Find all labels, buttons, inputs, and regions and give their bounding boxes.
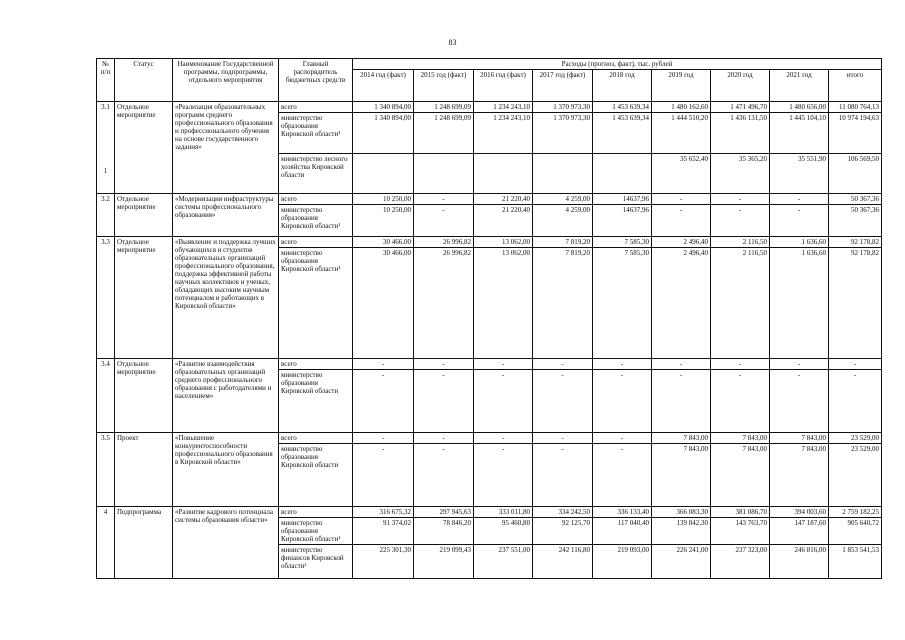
cell-value: 333 011,80 [474, 507, 533, 518]
cell-value: - [770, 359, 829, 370]
cell-value: - [414, 370, 474, 433]
cell-value: 7 843,00 [711, 433, 770, 444]
cell-value: 226 241,00 [652, 545, 711, 579]
cell-value: - [414, 205, 474, 237]
cell-value: 4 259,00 [533, 205, 593, 237]
row-name: «Реализация образовательных программ среднего профессионального образования и профессионального обучения на основе государственного задания» [173, 102, 279, 194]
row-name: «Модернизация инфраструктуры системы профессионального образования» [173, 194, 279, 237]
row-distributor: министерство образования Кировской области [279, 444, 353, 507]
row-status: Проект [115, 433, 173, 507]
cell-total: - [829, 370, 882, 433]
cell-value: 1 480 162,60 [652, 102, 711, 113]
cell-value: 2 496,40 [652, 237, 711, 248]
header-year: 2019 год [652, 70, 711, 102]
cell-value: 1 636,60 [770, 248, 829, 359]
cell-value: 334 242,50 [533, 507, 593, 518]
cell-value: 1 234 243,10 [474, 113, 533, 154]
cell-value: 35 365,20 [711, 154, 770, 194]
row-distributor: министерство образования Кировской области [279, 370, 353, 433]
cell-value: - [474, 433, 533, 444]
cell-value: - [652, 359, 711, 370]
cell-value: 7 843,00 [770, 433, 829, 444]
row-distributor: министерство образования Кировской области¹ [279, 248, 353, 359]
cell-value: 117 040,40 [593, 518, 652, 545]
cell-value: - [353, 359, 414, 370]
cell-value: 1 234 243,10 [474, 102, 533, 113]
cell-value: 143 763,70 [711, 518, 770, 545]
row-num: 4 [97, 507, 115, 579]
cell-value: - [770, 205, 829, 237]
row-distributor: всего [279, 507, 353, 518]
cell-value: - [770, 370, 829, 433]
header-expenses: Расходы (прогноз, факт), тыс. рублей [353, 59, 882, 70]
cell-value: 316 675,32 [353, 507, 414, 518]
cell-value: - [770, 194, 829, 205]
row-distributor: всего [279, 102, 353, 113]
cell-value: 7 843,00 [652, 444, 711, 507]
header-total: итого [829, 70, 882, 102]
cell-value: - [474, 370, 533, 433]
cell-value: 14637,96 [593, 194, 652, 205]
cell-value: - [593, 359, 652, 370]
cell-value [414, 154, 474, 194]
cell-value: 297 945,63 [414, 507, 474, 518]
cell-value: 381 086,70 [711, 507, 770, 518]
table-row [97, 102, 882, 113]
cell-value: 2 116,50 [711, 237, 770, 248]
row-num: 3.4 [97, 359, 115, 433]
cell-total: 2 759 182,25 [829, 507, 882, 518]
cell-value: 10 250,00 [353, 194, 414, 205]
header-name: Наименование Государственной программы, подпрограммы, отдельного мероприятия [173, 59, 279, 102]
expenses-table [96, 58, 882, 579]
row-num: 3.1 1 [97, 102, 115, 194]
cell-value: 219 093,00 [593, 545, 652, 579]
cell-value: 2 116,50 [711, 248, 770, 359]
header-distributor: Главный распорядитель бюджетных средств [279, 59, 353, 102]
cell-total: 92 178,82 [829, 237, 882, 248]
cell-value: 336 133,40 [593, 507, 652, 518]
cell-value: 1 340 894,00 [353, 113, 414, 154]
row-distributor: министерство финансов Кировской области² [279, 545, 353, 579]
cell-value: - [593, 433, 652, 444]
cell-value: 225 301,30 [353, 545, 414, 579]
cell-value: 366 083,30 [652, 507, 711, 518]
cell-total: - [829, 359, 882, 370]
cell-value: - [533, 359, 593, 370]
cell-value: 7 843,00 [770, 444, 829, 507]
row-distributor: министерство образования Кировской области¹ [279, 518, 353, 545]
cell-value [593, 154, 652, 194]
cell-value: 1 370 973,30 [533, 113, 593, 154]
cell-value: - [652, 205, 711, 237]
cell-total: 92 178,82 [829, 248, 882, 359]
row-status: Отдельное мероприятие [115, 194, 173, 237]
row-num: 3.5 [97, 433, 115, 507]
header-year: 2014 год (факт) [353, 70, 414, 102]
header-status: Статус [115, 59, 173, 102]
header-year: 2020 год [711, 70, 770, 102]
table-row [97, 359, 882, 370]
row-status: Отдельное мероприятие [115, 237, 173, 359]
cell-value: 1 471 496,70 [711, 102, 770, 113]
cell-value: 1 340 894,00 [353, 102, 414, 113]
side-mark: 1 [103, 167, 108, 175]
cell-value: 26 996,82 [414, 237, 474, 248]
cell-value: 10 250,00 [353, 205, 414, 237]
row-distributor: всего [279, 433, 353, 444]
row-status: Отдельное мероприятие [115, 359, 173, 433]
cell-value: 1 248 699,09 [414, 113, 474, 154]
cell-value: 7 585,30 [593, 248, 652, 359]
row-status: Подпрограмма [115, 507, 173, 579]
cell-value: - [711, 359, 770, 370]
cell-value: 1 636,60 [770, 237, 829, 248]
cell-value: 13 062,00 [474, 237, 533, 248]
cell-value [474, 154, 533, 194]
cell-value: 237 323,00 [711, 545, 770, 579]
row-distributor: всего [279, 194, 353, 205]
row-num: 3.3 [97, 237, 115, 359]
header-year: 2016 год (факт) [474, 70, 533, 102]
table-row [97, 194, 882, 205]
cell-value: 7 819,20 [533, 248, 593, 359]
cell-value: 13 062,00 [474, 248, 533, 359]
cell-value: 95 460,80 [474, 518, 533, 545]
row-distributor: всего [279, 237, 353, 248]
cell-value: - [353, 370, 414, 433]
row-num: 3.2 [97, 194, 115, 237]
cell-value: 1 445 104,10 [770, 113, 829, 154]
cell-value: 26 996,82 [414, 248, 474, 359]
cell-total: 10 974 194,63 [829, 113, 882, 154]
row-distributor: министерство лесного хозяйства Кировской области [279, 154, 353, 194]
cell-value: 35 652,40 [652, 154, 711, 194]
header-year: 2017 год (факт) [533, 70, 593, 102]
cell-value: 21 220,40 [474, 194, 533, 205]
cell-value: - [711, 205, 770, 237]
cell-value: - [533, 370, 593, 433]
cell-value: - [593, 444, 652, 507]
cell-total: 23 529,00 [829, 444, 882, 507]
cell-value: 30 466,00 [353, 237, 414, 248]
cell-value: 147 187,60 [770, 518, 829, 545]
cell-value: 7 843,00 [711, 444, 770, 507]
cell-total: 11 080 764,13 [829, 102, 882, 113]
cell-value: - [353, 444, 414, 507]
cell-value: 7 585,30 [593, 237, 652, 248]
cell-value: 2 496,40 [652, 248, 711, 359]
cell-value: 139 842,30 [652, 518, 711, 545]
cell-value: 394 003,60 [770, 507, 829, 518]
row-name: «Выявление и поддержка лучших обучающихся и студентов образовательных организаций профессионального образования, поддержка эффективной работы научных коллективов и ученых, обладающих высоким научным потенциалом и работающих в Кировской области» [173, 237, 279, 359]
cell-value: 237 551,00 [474, 545, 533, 579]
cell-total: 1 853 541,53 [829, 545, 882, 579]
cell-value: 219 099,43 [414, 545, 474, 579]
cell-value: 35 551,90 [770, 154, 829, 194]
header-year: 2018 год [593, 70, 652, 102]
cell-value: - [474, 359, 533, 370]
row-name: «Повышение конкурентоспособности профессионального образования в Кировской области» [173, 433, 279, 507]
cell-value: 1 436 131,50 [711, 113, 770, 154]
header-num: № п/п [97, 59, 115, 102]
cell-total: 50 367,36 [829, 205, 882, 237]
cell-value: 92 125,70 [533, 518, 593, 545]
cell-value: 7 819,20 [533, 237, 593, 248]
cell-value: - [353, 433, 414, 444]
cell-value: 1 480 656,00 [770, 102, 829, 113]
cell-value: - [711, 370, 770, 433]
cell-value: - [711, 194, 770, 205]
cell-value: 30 466,00 [353, 248, 414, 359]
row-distributor: министерство образования Кировской области¹ [279, 205, 353, 237]
header-year: 2021 год [770, 70, 829, 102]
row-distributor: всего [279, 359, 353, 370]
cell-value: 14637,96 [593, 205, 652, 237]
cell-value: 1 453 639,34 [593, 102, 652, 113]
cell-value: - [533, 433, 593, 444]
row-distributor: министерство образования Кировской области¹ [279, 113, 353, 154]
cell-value: 1 370 973,30 [533, 102, 593, 113]
cell-total: 905 640,72 [829, 518, 882, 545]
cell-value: 91 374,02 [353, 518, 414, 545]
row-name: «Развитие кадрового потенциала системы образования области» [173, 507, 279, 579]
cell-value: - [414, 444, 474, 507]
cell-value: - [652, 370, 711, 433]
cell-value [353, 154, 414, 194]
cell-total: 106 569,50 [829, 154, 882, 194]
cell-value: 1 248 699,09 [414, 102, 474, 113]
cell-value [533, 154, 593, 194]
cell-total: 50 367,36 [829, 194, 882, 205]
cell-value: 242 116,80 [533, 545, 593, 579]
cell-total: 23 529,00 [829, 433, 882, 444]
cell-value: 21 220,40 [474, 205, 533, 237]
cell-value: - [652, 194, 711, 205]
row-status: Отдельное мероприятие [115, 102, 173, 194]
cell-value: 1 453 639,34 [593, 113, 652, 154]
table-row [97, 237, 882, 248]
cell-value: 246 816,00 [770, 545, 829, 579]
cell-value: - [414, 359, 474, 370]
row-name: «Развитие взаимодействия образовательных организаций среднего профессионального образования с работодателями и населением» [173, 359, 279, 433]
header-year: 2015 год (факт) [414, 70, 474, 102]
cell-value: 1 444 510,20 [652, 113, 711, 154]
cell-value: - [414, 194, 474, 205]
cell-value: - [593, 370, 652, 433]
page-number: 83 [448, 38, 457, 47]
cell-value: 78 846,20 [414, 518, 474, 545]
table-row [97, 433, 882, 444]
cell-value: - [474, 444, 533, 507]
cell-value: 7 843,00 [652, 433, 711, 444]
cell-value: 4 259,00 [533, 194, 593, 205]
cell-value: - [414, 433, 474, 444]
cell-value: - [533, 444, 593, 507]
table-row [97, 507, 882, 518]
